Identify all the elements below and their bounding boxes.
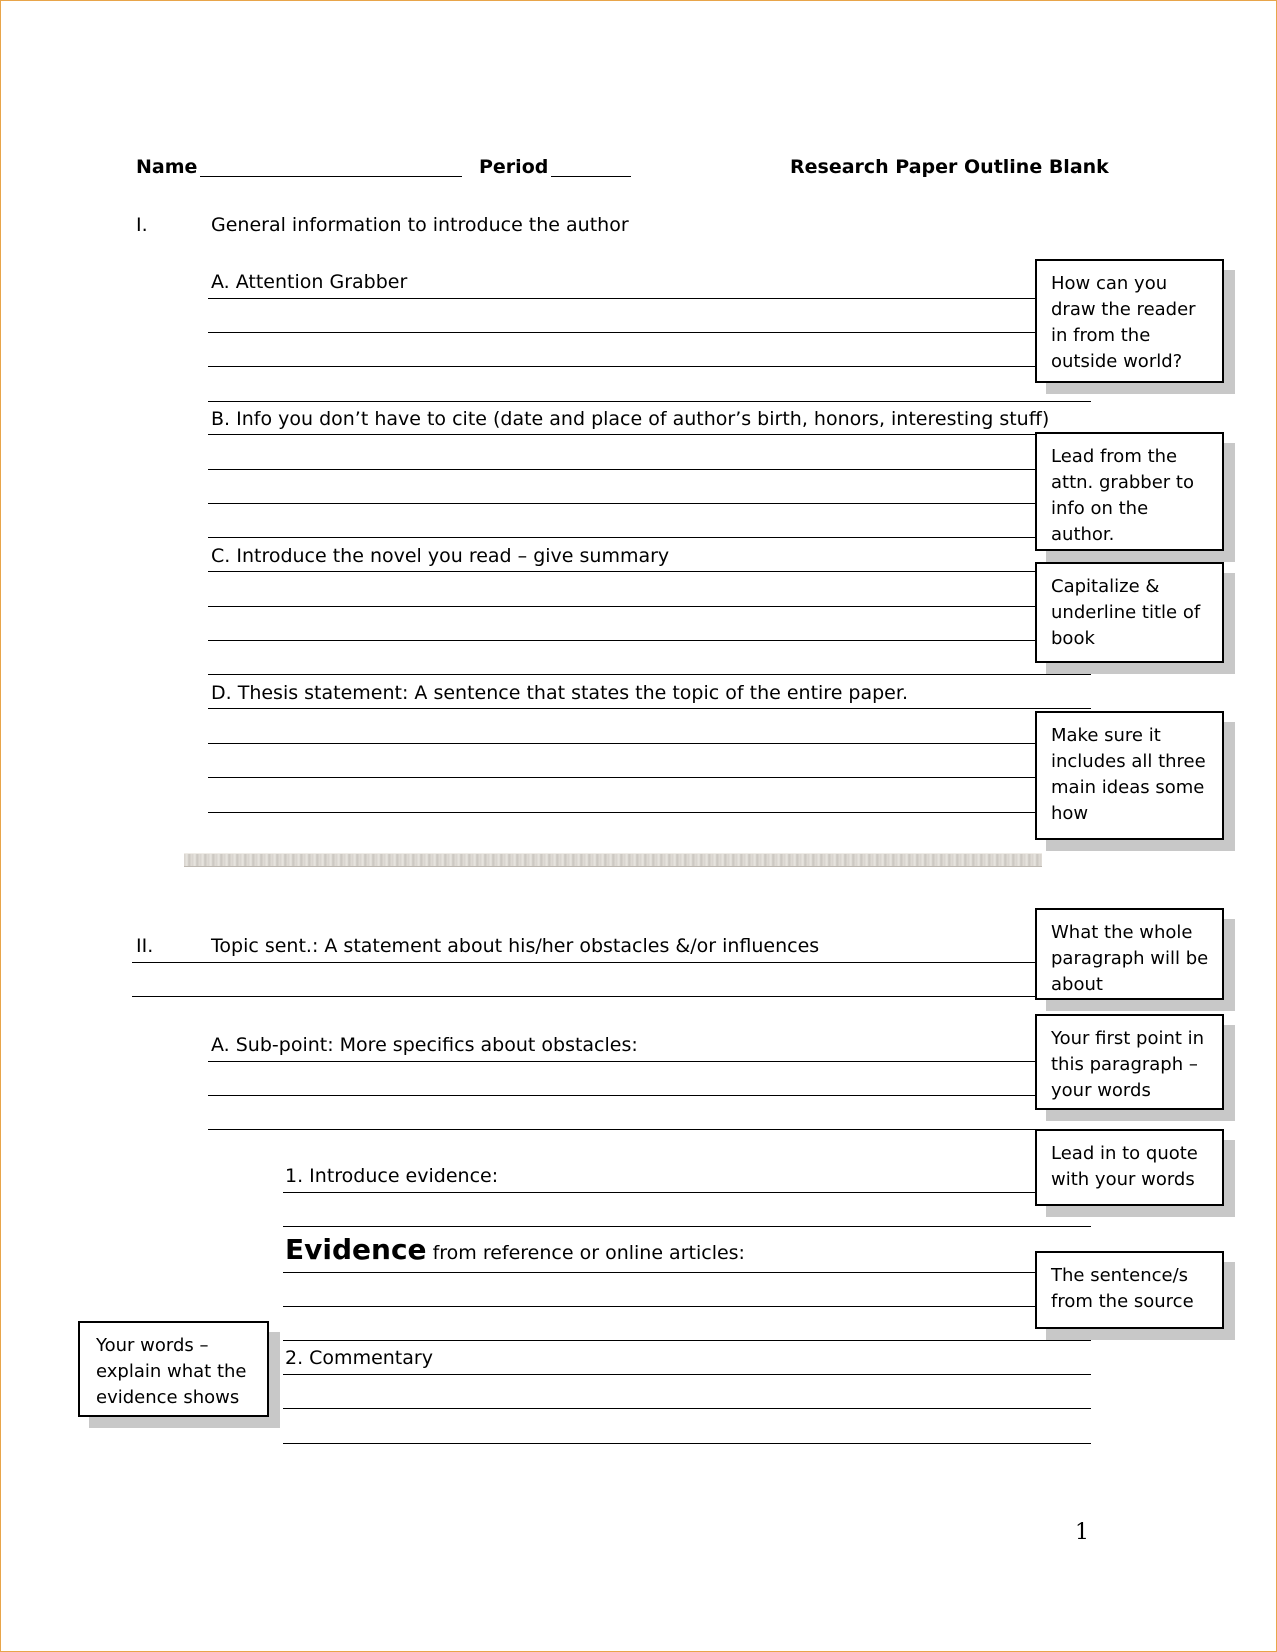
writing-line xyxy=(208,674,1091,675)
period-blank xyxy=(551,176,631,177)
writing-line xyxy=(283,1192,1036,1193)
evidence-heading xyxy=(285,1234,745,1270)
writing-line xyxy=(283,1374,1091,1375)
note-lead-in-quote: Lead in to quote with your words xyxy=(1035,1129,1224,1206)
name-label: Name xyxy=(136,156,198,178)
note-three-main-ideas: Make sure it includes all three main ideas some how xyxy=(1035,711,1224,840)
item-d-thesis-statement: D. Thesis statement: A sentence that states the topic of the entire paper. xyxy=(211,682,908,704)
writing-line xyxy=(208,743,1036,744)
writing-line xyxy=(132,962,1036,963)
note-first-point: Your first point in this paragraph – your words xyxy=(1035,1014,1224,1110)
writing-line xyxy=(283,1272,1091,1273)
writing-line xyxy=(283,1443,1091,1444)
writing-line xyxy=(208,1061,1036,1062)
name-blank xyxy=(200,176,462,177)
note-draw-reader-in: How can you draw the reader in from the outside world? xyxy=(1035,259,1224,383)
writing-line xyxy=(208,708,1091,709)
section-1-numeral: I. xyxy=(136,214,148,236)
writing-line xyxy=(283,1226,1091,1227)
writing-line xyxy=(132,996,1036,997)
writing-line xyxy=(208,606,1036,607)
writing-line xyxy=(283,1408,1091,1409)
page-number: 1 xyxy=(1075,1520,1089,1545)
note-lead-from-grabber: Lead from the attn. grabber to info on the author. xyxy=(1035,432,1224,551)
item-1-introduce-evidence: 1. Introduce evidence: xyxy=(285,1165,499,1187)
writing-line xyxy=(208,1129,1036,1130)
writing-line xyxy=(208,434,1091,435)
writing-line xyxy=(283,1306,1036,1307)
writing-line xyxy=(208,640,1036,641)
evidence-description: from reference or online articles: xyxy=(426,1242,745,1264)
writing-line xyxy=(208,812,1036,813)
item-a-attention-grabber: A. Attention Grabber xyxy=(211,271,408,293)
note-source-sentences: The sentence/s from the source xyxy=(1035,1251,1224,1329)
evidence-label: Evidence xyxy=(285,1233,427,1266)
section-2-numeral: II. xyxy=(136,935,154,957)
item-2-commentary: 2. Commentary xyxy=(285,1347,433,1369)
document-title: Research Paper Outline Blank xyxy=(790,156,1109,178)
writing-line xyxy=(208,469,1036,470)
writing-line xyxy=(208,503,1036,504)
section-1-heading: General information to introduce the author xyxy=(211,214,629,236)
section-2-heading: Topic sent.: A statement about his/her obstacles &/or influences xyxy=(211,935,820,957)
writing-line xyxy=(208,537,1036,538)
period-label: Period xyxy=(479,156,549,178)
writing-line xyxy=(208,777,1036,778)
note-explain-evidence: Your words – explain what the evidence shows xyxy=(78,1321,269,1417)
item-c-introduce-novel: C. Introduce the novel you read – give summary xyxy=(211,545,670,567)
writing-line xyxy=(208,571,1036,572)
writing-line xyxy=(208,298,1036,299)
item-b-info-no-cite: B. Info you don’t have to cite (date and place of author’s birth, honors, interesting stuff) xyxy=(211,408,1050,430)
item-a-sub-point: A. Sub-point: More specifics about obstacles: xyxy=(211,1034,638,1056)
note-whole-paragraph: What the whole paragraph will be about xyxy=(1035,908,1224,1000)
writing-line xyxy=(208,366,1036,367)
writing-line xyxy=(208,401,1091,402)
writing-line xyxy=(208,1095,1036,1096)
section-divider xyxy=(184,853,1042,867)
writing-line xyxy=(283,1340,1091,1341)
writing-line xyxy=(208,332,1036,333)
note-capitalize-title: Capitalize & underline title of book xyxy=(1035,562,1224,663)
